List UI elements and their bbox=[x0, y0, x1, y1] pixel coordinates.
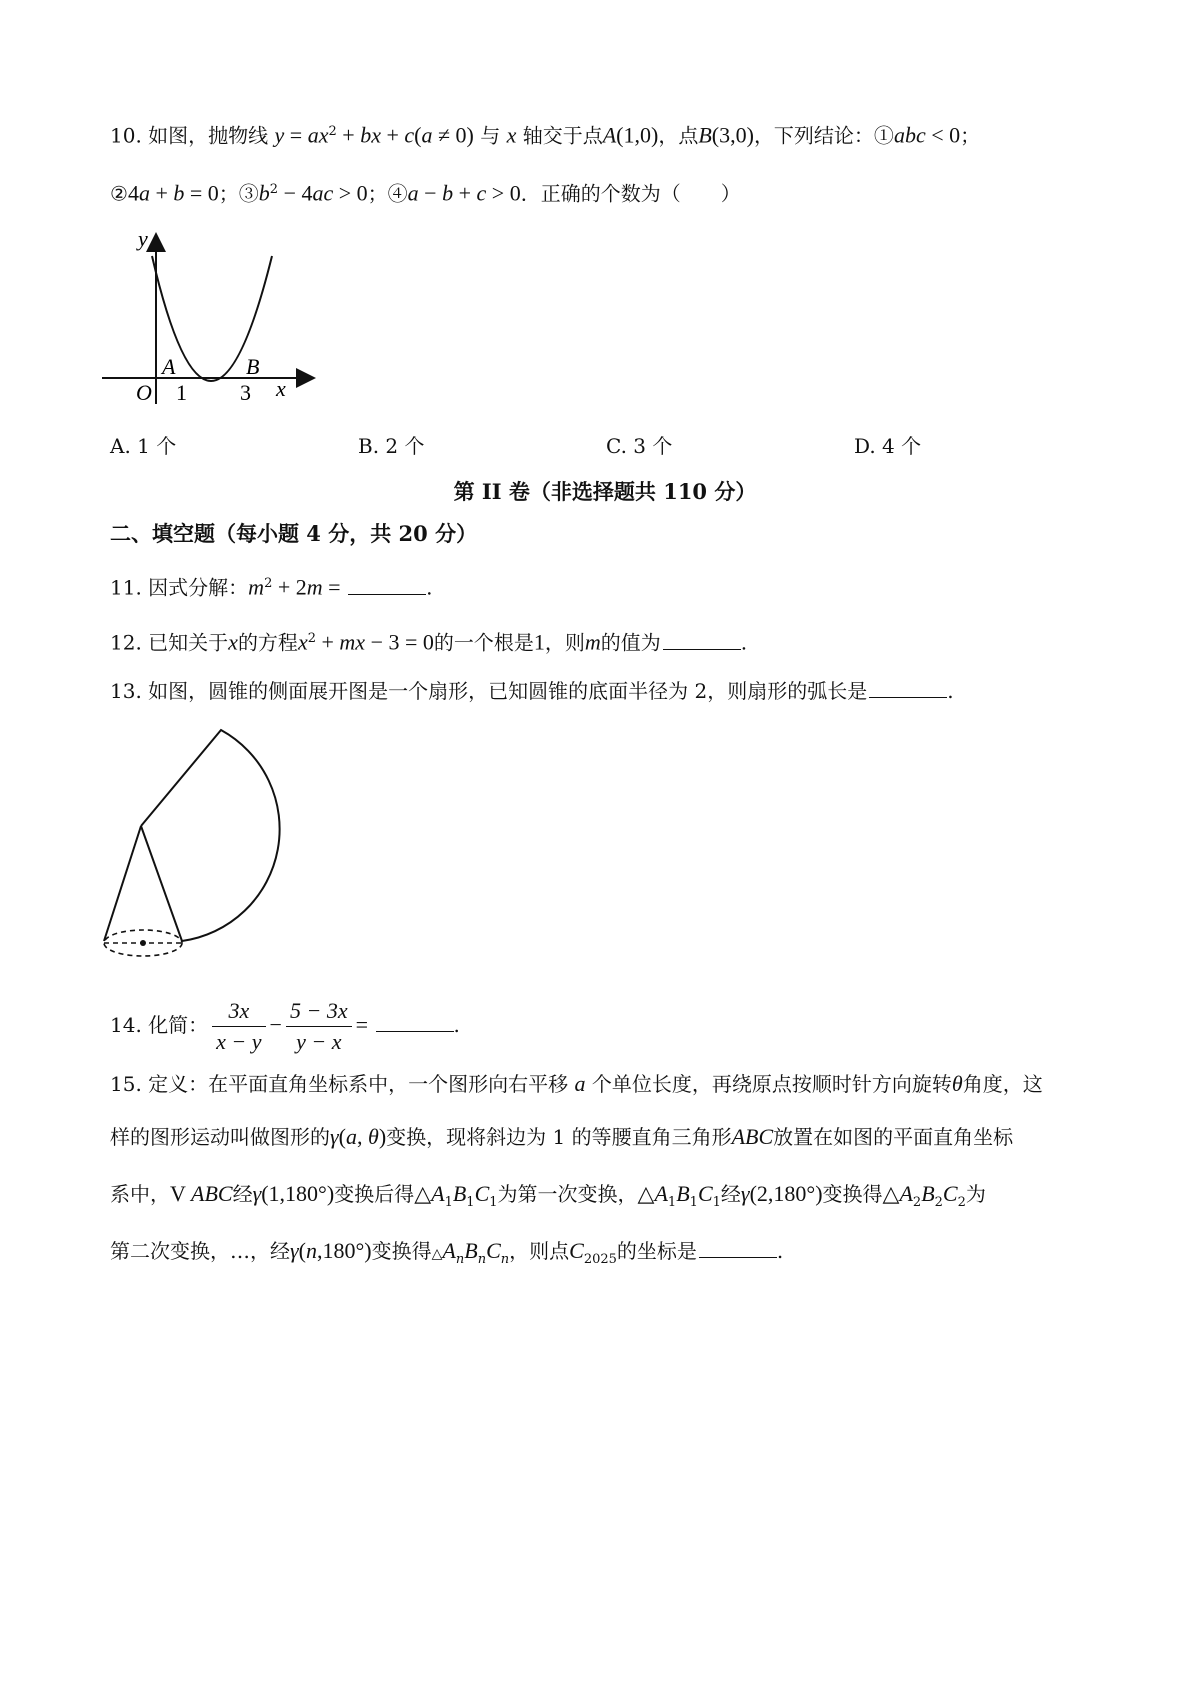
q10-number: 10. 如图，抛物线 bbox=[110, 123, 269, 148]
q15-line3: 系中，V ABC经γ(1,180°)变换后得$\triangle A_1B_1C_1$为第一次变换，$\triangle A_1B_1C_1$经γ(2,180°)变换得$\triangle A_2B_2C_2$为 bbox=[110, 1181, 986, 1210]
point-b-label: B bbox=[246, 354, 260, 379]
q14: 14. 化简： $\frac{3x}{x - y}$ − $\frac{5 - 3x}{y - x}$ = . bbox=[110, 992, 1100, 1058]
q11: 11. 因式分解：$m^2 + 2m$ = . bbox=[110, 574, 433, 600]
q10-line1: 10. 如图，抛物线 $y = ax^2$ + bx + c(a ≠ 0) 与 x 轴交于点A(1,0)，点B(3,0)，下列结论：①abc < 0； bbox=[110, 122, 981, 148]
q15-answer-blank[interactable] bbox=[699, 1239, 777, 1258]
tick-1-label: 1 bbox=[176, 380, 187, 405]
q13: 13. 如图，圆锥的侧面展开图是一个扇形，已知圆锥的底面半径为 2，则扇形的弧长是 . bbox=[110, 679, 954, 703]
q15-line1: 15. 定义：在平面直角坐标系中，一个图形向右平移 a 个单位长度，再绕原点按顺时针方向旋转θ角度，这 bbox=[110, 1071, 1043, 1096]
origin-label: O bbox=[136, 380, 152, 405]
point-a-label: A bbox=[162, 354, 176, 379]
x-axis-label: x bbox=[276, 376, 286, 401]
sector-outline bbox=[141, 730, 280, 941]
y-axis-label: y bbox=[138, 228, 148, 251]
tick-3-label: 3 bbox=[240, 380, 251, 405]
option-d[interactable]: D. 4 个 bbox=[854, 434, 922, 458]
cone-sector-diagram bbox=[100, 722, 300, 972]
q12-answer-blank[interactable] bbox=[663, 631, 741, 650]
fraction-1: $\frac{3x}{x - y}$ bbox=[212, 996, 265, 1057]
q15-line2: 样的图形运动叫做图形的γ(a, θ)变换，现将斜边为 1 的等腰直角三角形ABC放置在如图的平面直角坐标 bbox=[110, 1124, 1014, 1149]
option-c[interactable]: C. 3 个 bbox=[606, 434, 673, 458]
option-a[interactable]: A. 1 个 bbox=[110, 434, 177, 458]
cone-base-center bbox=[140, 940, 146, 946]
option-b[interactable]: B. 2 个 bbox=[358, 434, 425, 458]
cone-right-edge bbox=[141, 826, 182, 941]
q11-answer-blank[interactable] bbox=[348, 576, 426, 595]
parabola-graph bbox=[100, 228, 320, 448]
cone-left-edge bbox=[104, 826, 141, 941]
q13-answer-blank[interactable] bbox=[869, 679, 947, 698]
fraction-2: $\frac{5 - 3x}{y - x}$ bbox=[286, 996, 352, 1057]
q14-answer-blank[interactable] bbox=[376, 1013, 454, 1032]
section-title: 第 II 卷（非选择题共 110 分） bbox=[453, 479, 757, 504]
q10-line2: ②4a + b = 0；$③b^2 - 4ac > 0$；④a − b + c > 0．正确的个数为（ ） bbox=[110, 180, 741, 206]
q15-line4: 第二次变换，…，经γ(n,180°)变换得$\triangle A_nB_nC_n$，则点$C_{2025}$的坐标是 . bbox=[110, 1238, 784, 1267]
q12: 12. 已知关于x的方程$x^2$ + mx − 3 = 0的一个根是1，则m的值为 . bbox=[110, 629, 748, 655]
part2-title: 二、填空题（每小题 4 分，共 20 分） bbox=[110, 521, 478, 546]
